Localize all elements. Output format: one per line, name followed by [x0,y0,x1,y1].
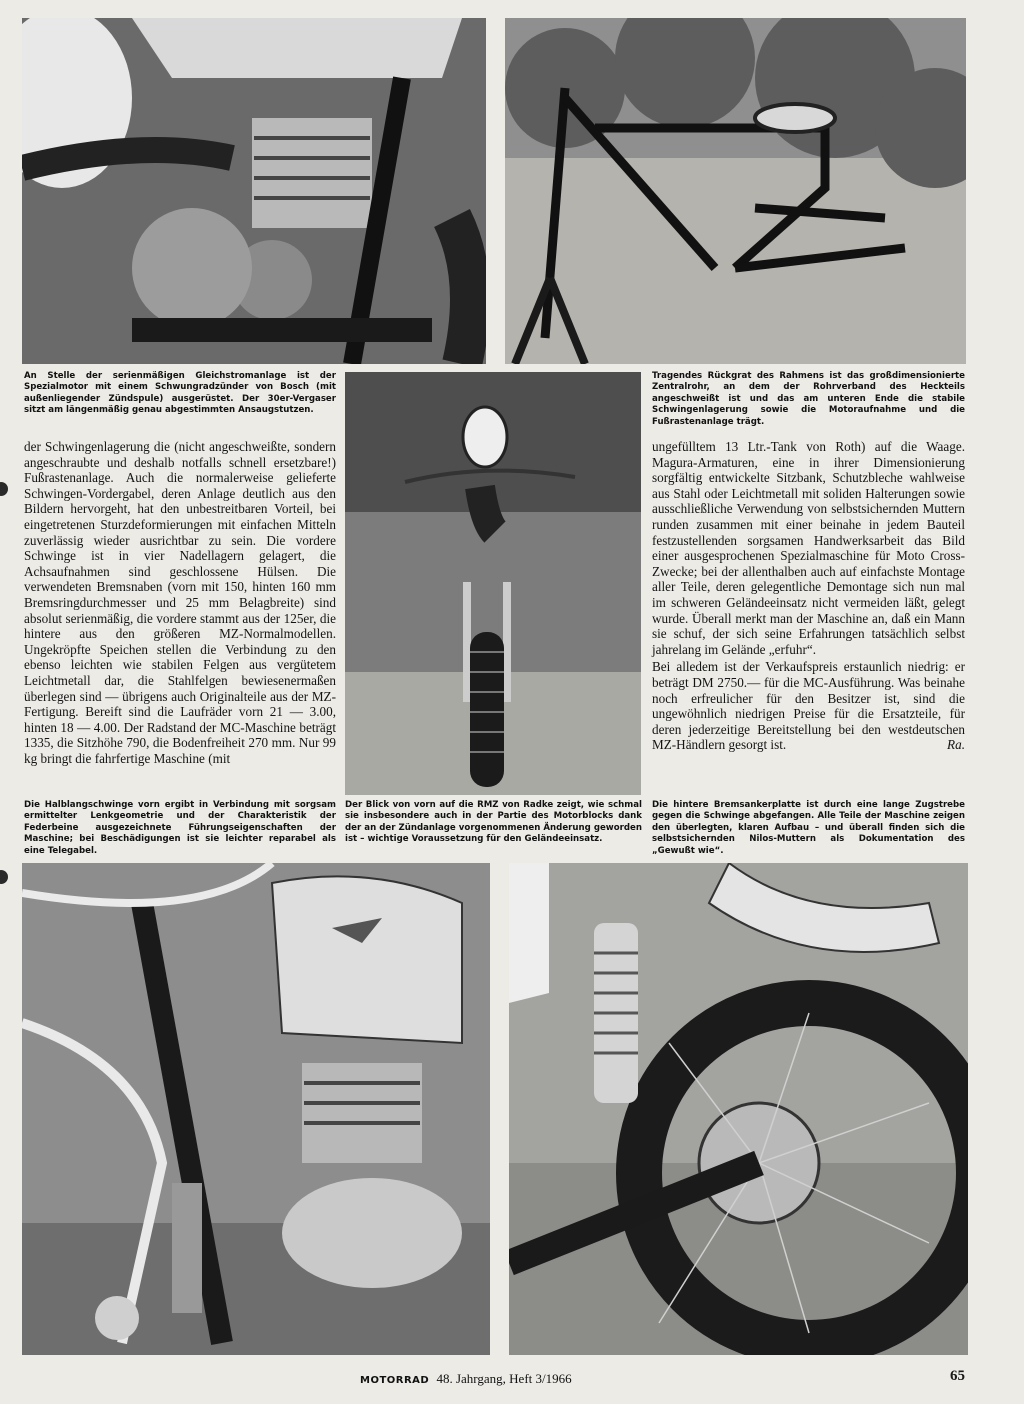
caption-engine: An Stelle der serienmäßigen Gleichstromanlage ist der Spezialmotor mit einem Schwungradzünder von Bosch (mit außenliegender Zündspule) ausgerüstet. Der 30er-Vergaser sitzt am längenmäßig genau abgestimmten Ansaugstutzen. [24,371,336,416]
article-paragraph: ungefülltem 13 Ltr.-Tank von Roth) auf die Waage. Magura-Armaturen, eine in ihrer Dimensionierung sorgfältig entwickelte Sitzbank, Schutzbleche wahlweise aus Stahl oder Leichtmetall mit soliden Halterungen sowie ausschließliche Verwendung von selbstsichernden Muttern runden zusammen mit einer beinahe in jedem Bauteil festzustellenden sorgsamen Handwerksarbeit das Bild einer ausgesprochenen Spezialmaschine für Moto Cross-Zwecke; bei der allenthalben auch auf einfachste Montage aller Teile, deren gelegentliche Demontage sich nun mal im schweren Geländeeinsatz nicht vermeiden läßt, gelegt wurde. Überall merkt man der Maschine an, daß ein Mann sie schuf, der sich seine Erfahrungen tatsächlich selbst jahrelang im Gelände „erfuhr“. [652,439,965,657]
issue-info: 48. Jahrgang, Heft 3/1966 [436,1371,572,1386]
page-number: 65 [950,1368,965,1384]
magazine-logo: MOTORRAD [360,1375,430,1386]
article-paragraph [652,659,965,753]
punch-hole [0,870,8,884]
caption-rear-brake: Die hintere Bremsankerplatte ist durch eine lange Zugstrebe gegen die Schwinge abgefangen. Alle Teile der Maschine zeigen den überlegten, klaren Aufbau – und überall finden sich die selbstsichernden Nilos-Muttern als Dokumentation des „Gewußt wie“. [652,800,965,856]
photo-front-swingarm [22,863,490,1355]
caption-front-view: Der Blick von vorn auf die RMZ von Radke zeigt, wie schmal sie insbesondere auch in der Partie des Motorblocks dank der an der Zündanlage vorgenommenen Änderung geworden ist – wichtige Voraussetzung für den Geländeeinsatz. [345,800,642,845]
caption-swingarm: Die Halblangschwinge vorn ergibt in Verbindung mit sorgsam ermittelter Lenkgeometrie und der Charakteristik der Federbeine ausgezeichnete Führungseigenschaften der Maschine; bei Beschädigungen ist sie leichter reparabel als eine Telegabel. [24,800,336,856]
page-footer [360,1371,572,1387]
caption-frame: Tragendes Rückgrat des Rahmens ist das großdimensionierte Zentralrohr, an dem der Rohrverband des Heckteils angeschweißt ist und das am unteren Ende die stabile Schwingenlagerung sowie die Motoraufnahme und die Fußrastenanlage trägt. [652,371,965,427]
photo-engine-closeup [22,18,486,364]
article-right-column [652,439,965,753]
article-paragraph: der Schwingenlagerung die (nicht angeschweißte, sondern angeschraubte und deshalb notfalls schnell ersetzbare!) Fußrastenanlage. Auch die normalerweise gelieferte Schwingen-Vordergabel, deren Anlage deutlich aus den Bildern hervorgeht, hat den unbestreitbaren Vorteil, bei eingetretenen Sturzdeformierungen mit einfachen Mitteln zuverlässig wieder ausrichtbar zu sein. Die vordere Schwinge ist in vier Nadellagern gelagert, die Achsaufnahmen sind geschlossene Hülsen. Die verwendeten Bremsnaben (vorn mit 150, hinten 160 mm Bremsringdurchmesser und 25 mm Belagbreite) sind absolut serienmäßig, die vordere stammt aus der 125er, die hintere aus den größeren MZ-Normalmodellen. Ungekröpfte Speichen stellen die Verbindung zu den ebenso leichten wie stabilen Felgen aus vergütetem Leichtmetall dar, die Stahlfelgen bewiesenermaßen überlegen sind — übrigens auch Originalteile aus der MZ-Fertigung. Bereift sind die Laufräder vorn 21 — 3.00, hinten 18 — 4.00. Der Radstand der MC-Maschine beträgt 1335, die Sitzhöhe 790, die Bodenfreiheit 270 mm. Nur 99 kg bringt die fahrfertige Maschine (mit [24,439,336,766]
author-signature: Ra. [947,737,965,753]
photo-rear-brake [509,863,968,1355]
article-text: Bei alledem ist der Verkaufspreis erstaunlich niedrig: er beträgt DM 2750.— für die MC-Ausführung. Was beinahe noch erfreulicher für den Besitzer ist, sind die ungewöhnlich niedrigen Preise für die Ersatzteile, für deren jederzeitige Bereitstellung bei den westdeutschen MZ-Händlern gesorgt ist. [652,659,965,753]
punch-hole [0,482,8,496]
article-left-column [24,439,336,766]
photo-frame-backbone [505,18,966,364]
photo-front-view [345,372,641,795]
